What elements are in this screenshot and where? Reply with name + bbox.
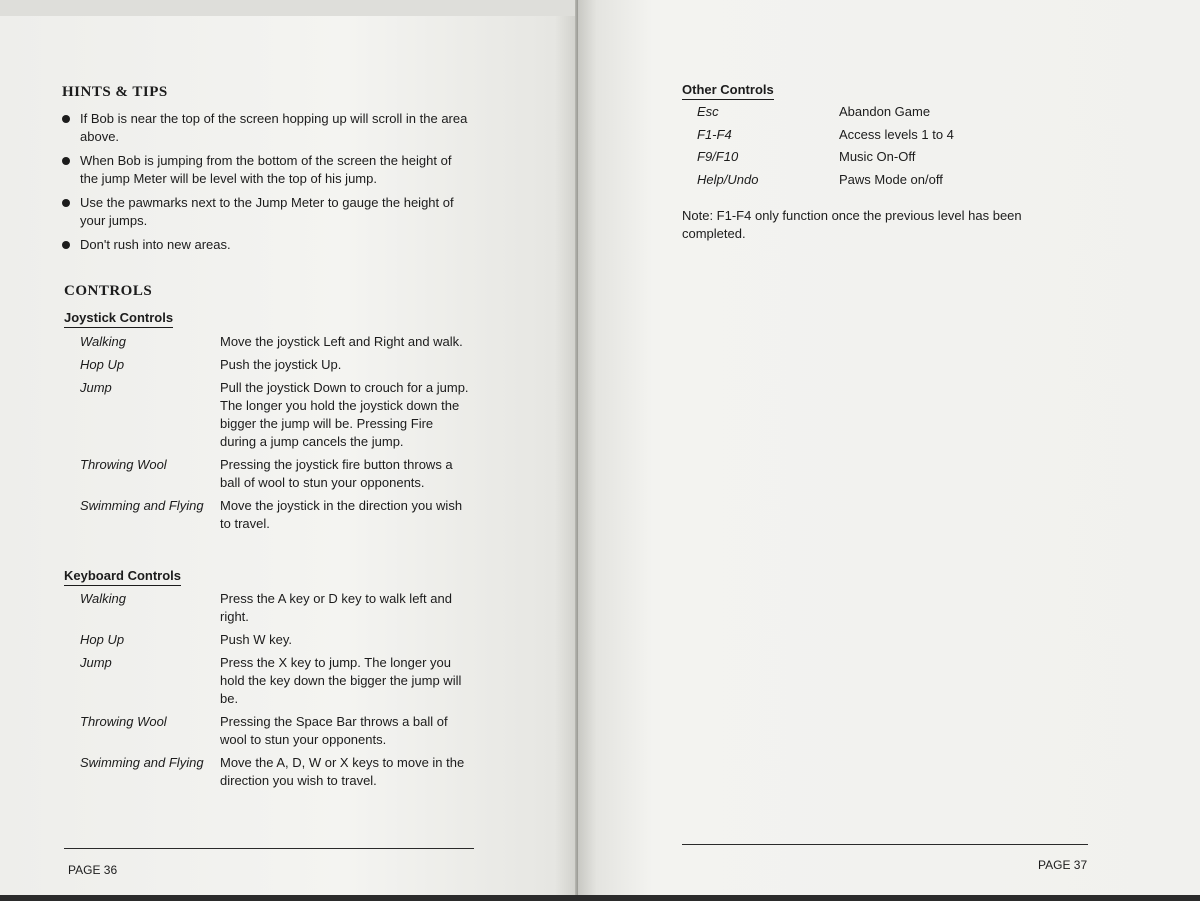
control-row [80, 754, 470, 790]
controls-heading: CONTROLS [64, 283, 153, 299]
bullet-icon [62, 157, 70, 165]
control-desc: Pressing the joystick fire button throws a ball of wool to stun your opponents. [220, 457, 453, 490]
bullet-icon [62, 115, 70, 123]
control-row [80, 713, 470, 749]
control-key: Throwing Wool [80, 714, 167, 729]
bullet-icon [62, 241, 70, 249]
control-desc: Pressing the Space Bar throws a ball of wool to stun your opponents. [220, 714, 448, 747]
keyboard-controls-table [80, 590, 470, 795]
control-key: Throwing Wool [80, 457, 167, 472]
control-desc: Move the joystick Left and Right and walk. [220, 334, 463, 349]
hint-item [62, 194, 472, 230]
control-row [80, 456, 470, 492]
control-row [80, 379, 470, 451]
control-desc: Push W key. [220, 632, 293, 647]
control-key: F1-F4 [697, 126, 732, 142]
page-bottom-edge [0, 895, 1200, 901]
control-key: Walking [80, 591, 127, 606]
control-desc: Move the A, D, W or X keys to move in the direction you wish to travel. [220, 755, 465, 788]
control-key: Jump [80, 655, 112, 670]
note-text: Note: F1-F4 only function once the previous level has been completed. [682, 208, 1022, 241]
page-number: PAGE 36 [68, 863, 118, 877]
control-key: Esc [697, 104, 719, 119]
hint-text: Use the pawmarks next to the Jump Meter to gauge the height of your jumps. [80, 195, 454, 228]
hint-item [62, 152, 472, 188]
control-row [697, 126, 1039, 144]
other-controls-table [697, 103, 1039, 193]
control-row [697, 171, 1039, 189]
control-key: Swimming and Flying [80, 498, 204, 513]
control-key: Help/Undo [697, 171, 759, 187]
control-row [697, 103, 1039, 121]
control-row [80, 333, 470, 351]
control-desc: Paws Mode on/off [839, 171, 943, 187]
control-key: Swimming and Flying [80, 755, 204, 770]
footer-rule [64, 848, 474, 849]
control-desc: Abandon Game [839, 104, 931, 119]
control-key: Hop Up [80, 632, 125, 647]
control-desc: Music On-Off [839, 149, 916, 164]
control-desc: Press the A key or D key to walk left and right. [220, 591, 452, 624]
control-row [80, 497, 470, 533]
control-key: Jump [80, 380, 112, 395]
page-top-edge [0, 0, 578, 16]
control-row [80, 654, 470, 708]
hint-text: Don't rush into new areas. [80, 237, 231, 252]
control-key: F9/F10 [697, 149, 739, 164]
hint-text: If Bob is near the top of the screen hopping up will scroll in the area above. [80, 111, 468, 144]
control-desc: Access levels 1 to 4 [839, 126, 954, 142]
bullet-icon [62, 199, 70, 207]
hints-heading: HINTS & TIPS [62, 84, 168, 100]
keyboard-controls-title: Keyboard Controls [64, 568, 181, 586]
control-desc: Pull the joystick Down to crouch for a jump. The longer you hold the joystick down the bigger the jump will be. Pressing Fire during a jump cancels the jump. [220, 380, 469, 449]
control-row [80, 590, 470, 626]
hint-item [62, 236, 472, 254]
control-desc: Push the joystick Up. [220, 357, 342, 372]
control-desc: Press the X key to jump. The longer you hold the key down the bigger the jump will be. [220, 655, 462, 706]
page-number: PAGE 37 [1038, 858, 1088, 872]
control-key: Walking [80, 334, 127, 349]
joystick-controls-title: Joystick Controls [64, 310, 173, 328]
hint-item [62, 110, 472, 146]
joystick-controls-table [80, 333, 470, 538]
control-row [697, 148, 1039, 166]
control-desc: Move the joystick in the direction you wish to travel. [220, 498, 463, 531]
hints-list [62, 110, 472, 260]
footer-rule [682, 844, 1088, 845]
control-row [80, 356, 470, 374]
other-controls-title: Other Controls [682, 82, 774, 100]
left-page [0, 0, 578, 901]
hint-text: When Bob is jumping from the bottom of the screen the height of the jump Meter will be level with the top of his jump. [80, 153, 452, 186]
control-row [80, 631, 470, 649]
control-key: Hop Up [80, 357, 125, 372]
